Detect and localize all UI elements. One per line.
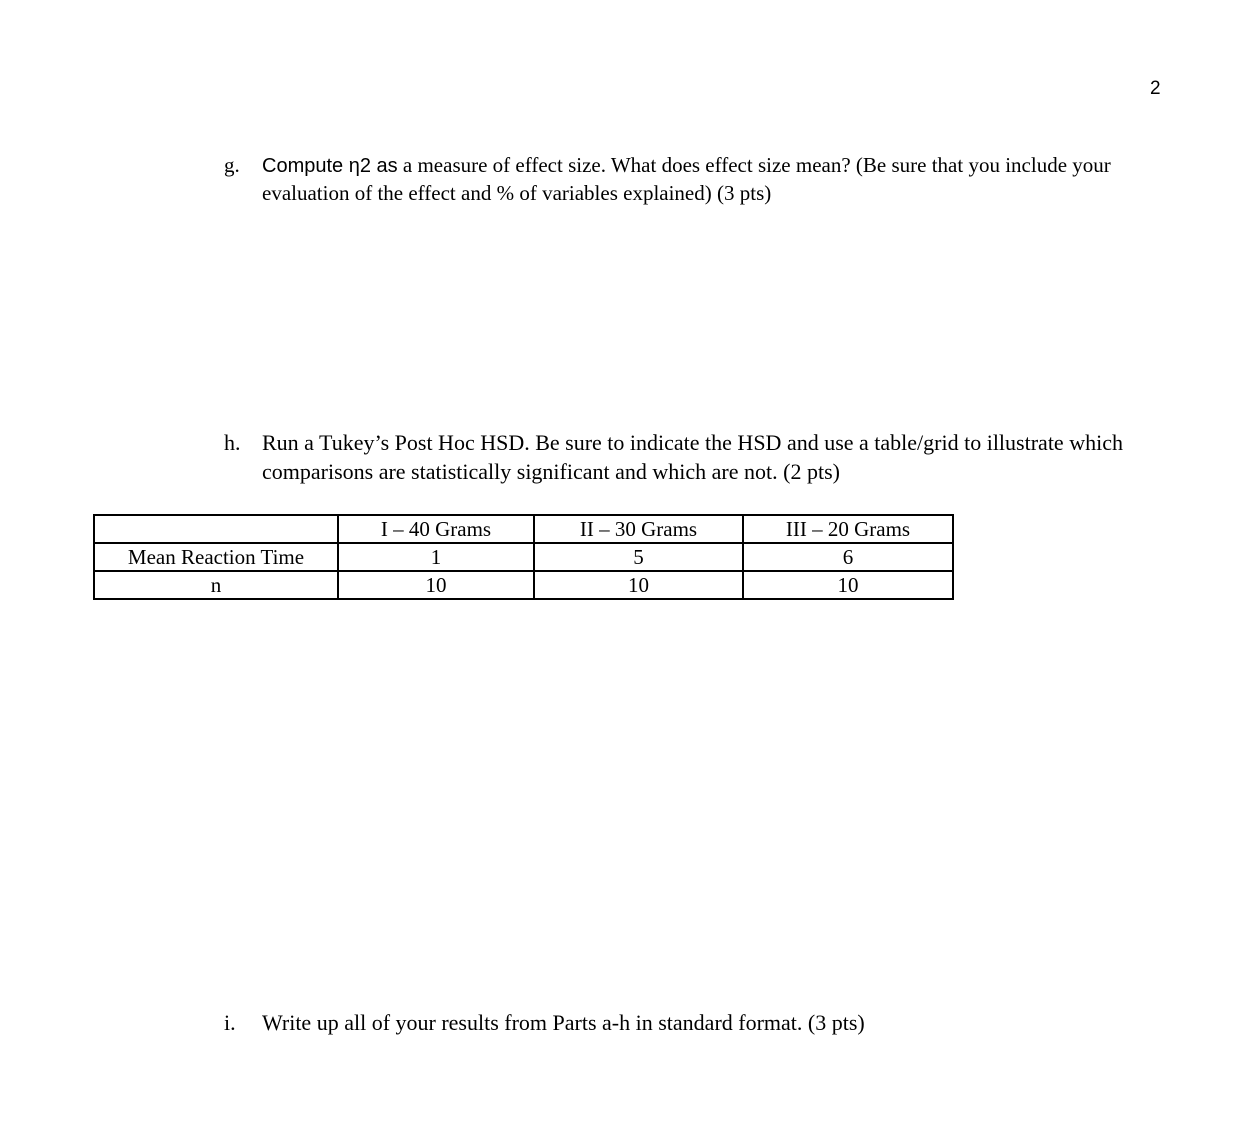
table-row — [94, 571, 953, 599]
question-text-rest: a measure of effect size. What does effect size mean? (Be sure that you include your evaluation of the effect and % of variables explained) (3 pts) — [262, 153, 1111, 205]
table-header-cell: III – 20 Grams — [743, 515, 953, 543]
means-table — [93, 514, 954, 600]
table-header-cell — [94, 515, 338, 543]
table-cell: 5 — [534, 543, 743, 571]
table-header-row — [94, 515, 953, 543]
table-cell: 1 — [338, 543, 534, 571]
table-cell: 10 — [534, 571, 743, 599]
table-row — [94, 543, 953, 571]
table-cell: 6 — [743, 543, 953, 571]
table-row-label: Mean Reaction Time — [94, 543, 338, 571]
table-row-label: n — [94, 571, 338, 599]
question-i — [224, 1008, 1164, 1037]
page-number: 2 — [1150, 78, 1161, 99]
question-text — [262, 152, 1164, 207]
table-header-cell: II – 30 Grams — [534, 515, 743, 543]
question-text: Write up all of your results from Parts a-h in standard format. (3 pts) — [262, 1010, 865, 1035]
table-cell: 10 — [338, 571, 534, 599]
question-text-formula: Compute η2 as — [262, 155, 398, 177]
question-h — [224, 428, 1164, 486]
question-letter: h. — [224, 430, 241, 455]
table-header-cell: I – 40 Grams — [338, 515, 534, 543]
question-g — [224, 152, 1164, 207]
table-cell: 10 — [743, 571, 953, 599]
question-letter: g. — [224, 153, 240, 177]
question-text: Run a Tukey’s Post Hoc HSD. Be sure to indicate the HSD and use a table/grid to illustrate which comparisons are statistically significant and which are not. (2 pts) — [262, 430, 1123, 484]
question-letter: i. — [224, 1010, 236, 1035]
